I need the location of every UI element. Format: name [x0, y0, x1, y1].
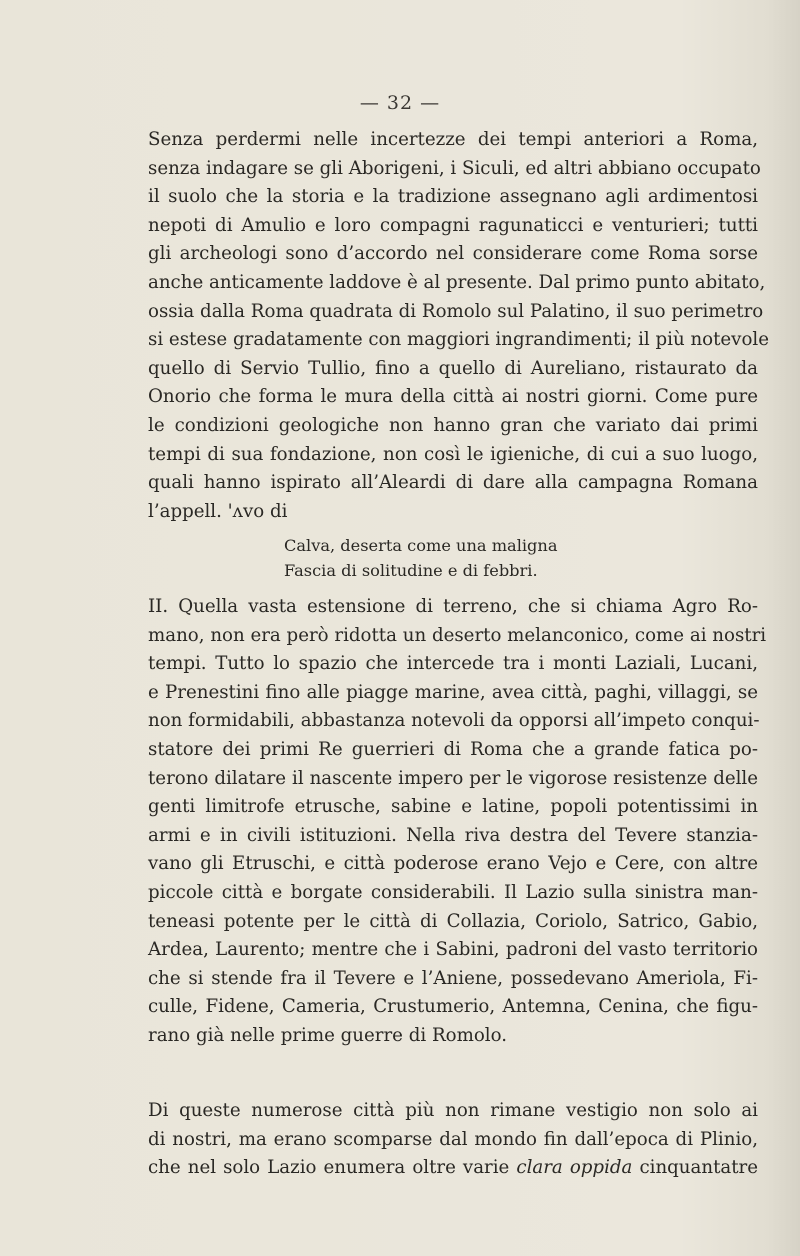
- text-line: armi e in civili istituzioni. Nella riva destra del Tevere stanzia-: [148, 824, 758, 846]
- text-line: l’appell. 'ʌvo di: [148, 500, 288, 522]
- text-line: rano già nelle prime guerre di Romolo.: [148, 1024, 508, 1046]
- italic-phrase: clara oppida: [516, 1157, 633, 1179]
- paragraph-intro: [148, 126, 769, 526]
- text-line: senza indagare se gli Aborigeni, i Siculi, ed altri abbiano occupato: [148, 157, 761, 179]
- text-line: statore dei primi Re guerrieri di Roma che a grande fatica po-: [148, 738, 758, 760]
- verse-quote: [284, 533, 558, 583]
- text-line: che si stende fra il Tevere e l’Aniene, possedevano Ameriola, Fi-: [148, 967, 758, 989]
- text-line: nepoti di Amulio e loro compagni ragunaticci e venturieri; tutti: [148, 214, 758, 236]
- text-run: che nel solo Lazio enumera oltre varie: [148, 1157, 517, 1179]
- text-line-with-italic: [148, 1154, 758, 1183]
- text-line: di nostri, ma erano scomparse dal mondo fin dall’epoca di Plinio,: [148, 1128, 758, 1150]
- text-line: teneasi potente per le città di Collazia, Coriolo, Satrico, Gabio,: [148, 910, 758, 932]
- text-line: quello di Servio Tullio, fino a quello di Aureliano, ristaurato da: [148, 357, 758, 379]
- text-line: ossia dalla Roma quadrata di Romolo sul Palatino, il suo perimetro: [148, 300, 764, 322]
- text-line: non formidabili, abbastanza notevoli da opporsi all’impeto conqui-: [148, 710, 760, 732]
- text-line: Senza perdermi nelle incertezze dei tempi anteriori a Roma,: [148, 129, 758, 150]
- text-line: quali hanno ispirato all’Aleardi di dare alla campagna Romana: [148, 472, 758, 494]
- text-line: gli archeologi sono d’accordo nel considerare come Roma sorse: [148, 243, 758, 265]
- text-run: cinquantatre: [632, 1157, 758, 1179]
- text-line: tempi di sua fondazione, non così le igieniche, di cui a suo luogo,: [148, 443, 758, 465]
- text-line: anche anticamente laddove è al presente. Dal primo punto abitato,: [148, 271, 766, 293]
- text-line: si estese gradatamente con maggiori ingrandimenti; il più notevole: [148, 329, 769, 351]
- text-line: culle, Fidene, Cameria, Crustumerio, Antemna, Cenina, che figu-: [148, 996, 758, 1018]
- text-line: II. Quella vasta estensione di terreno, che si chiama Agro Ro-: [148, 596, 758, 617]
- text-line: tempi. Tutto lo spazio che intercede tra i monti Laziali, Lucani,: [148, 653, 758, 675]
- text-line: Di queste numerose città più non rimane vestigio non solo ai: [148, 1100, 758, 1121]
- page-number: — 32 —: [359, 92, 441, 114]
- verse-line: Fascia di solitudine e di febbri.: [284, 561, 538, 580]
- text-line: mano, non era però ridotta un deserto melanconico, come ai nostri: [148, 624, 767, 646]
- text-line: genti limitrofe etrusche, sabine e latine, popoli potentissimi in: [148, 796, 758, 818]
- text-line: piccole città e borgate considerabili. Il Lazio sulla sinistra man-: [148, 881, 758, 903]
- paragraph-section-ii: [148, 593, 767, 1051]
- text-line: terono dilatare il nascente impero per le vigorose resistenze delle: [148, 767, 758, 789]
- text-line: le condizioni geologiche non hanno gran che variato dai primi: [148, 414, 758, 436]
- text-line: Ardea, Laurento; mentre che i Sabini, padroni del vasto territorio: [148, 939, 758, 961]
- text-line: vano gli Etruschi, e città poderose erano Vejo e Cere, con altre: [148, 853, 758, 875]
- text-line: Onorio che forma le mura della città ai nostri giorni. Come pure: [148, 386, 758, 408]
- verse-line: Calva, deserta come una maligna: [284, 536, 558, 555]
- text-line: il suolo che la storia e la tradizione assegnano agli ardimentosi: [148, 186, 758, 208]
- text-line: e Prenestini fino alle piagge marine, avea città, paghi, villaggi, se: [148, 681, 758, 703]
- paragraph-ancient-cities: [148, 1097, 758, 1183]
